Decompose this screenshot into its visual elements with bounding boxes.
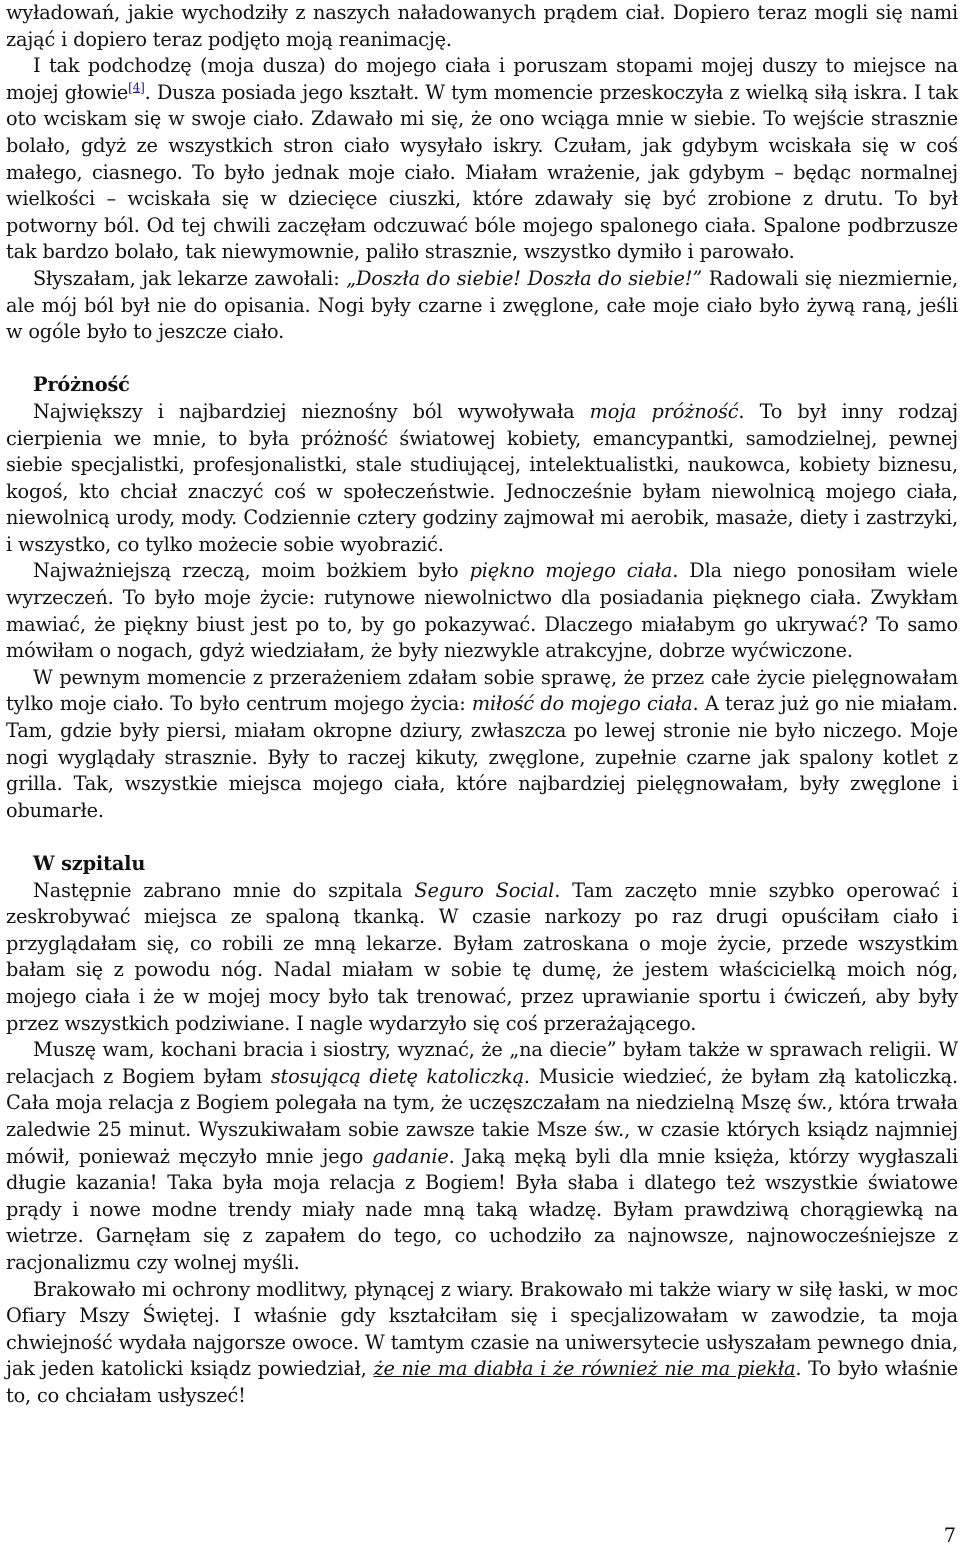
paragraph-text: Radowali się niezmiernie, ale mój ból był nie do opisania. Nogi były czarne i zwęglone, całe moje ciało było żywą raną, jeśli w ogóle było to jeszcze ciało.: [6, 266, 958, 344]
paragraph-text: . A teraz już go nie miałam. Tam, gdzie były piersi, miałam okropne dziury, zwłaszcza po lewej stronie nie było niczego. Moje nogi wyglądały strasznie. Były to raczej kikuty, zwęglone, zupełnie czarne jak spalony kotlet z grilla. Tak, wszystkie miejsca mojego ciała, które najbardziej pielęgnowałam, były zwęglone i obumarłe.: [6, 692, 959, 822]
section-heading: W szpitalu: [33, 852, 146, 875]
paragraph-text: Muszę wam, kochani bracia i siostry, wyznać, że „na diecie” byłam także w sprawach religii. W relacjach z Bogiem byłam: [6, 1038, 958, 1088]
paragraph-text: . Tam zaczęto mnie szybko operować i zeskrobywać miejsca ze spaloną tkanką. W czasie narkozy po raz drugi opuściłam ciało i przyglądałam się, co robili ze mną lekarze. Byłam zatroskana o moje życie, przede wszystkim bałam się z powodu nóg. Nadal miałam w sobie tę dumę, że jestem właścicielką moich nóg, mojego ciała i że w mojej mocy było tak trenować, przez uprawianie sportu i ćwiczeń, aby były przez wszystkich podziwiane. I nagle wydarzyło się coś przerażającego.: [6, 878, 958, 1035]
paragraph-text: Największy i najbardziej nieznośny ból wywoływała: [33, 399, 590, 423]
spacer: [6, 824, 958, 851]
page-number: 7: [943, 1524, 956, 1547]
emphasis: gadanie: [372, 1144, 449, 1168]
paragraph: [6, 558, 958, 664]
paragraph: [6, 399, 958, 559]
document-page: [6, 0, 958, 1409]
paragraph: [6, 878, 958, 1038]
emphasis: Seguro Social: [414, 878, 555, 902]
paragraph-text: Słyszałam, jak lekarze zawołali:: [33, 266, 347, 290]
paragraph: [6, 0, 958, 53]
emphasis: piękno mojego ciała: [469, 559, 673, 583]
paragraph-text: W pewnym momencie z przerażeniem zdałam sobie sprawę, że przez całe życie pielęgnowałam tylko moje ciało. To było centrum mojego życia:: [6, 665, 958, 716]
emphasis: moja próżność: [589, 399, 739, 423]
paragraph-text: Najważniejszą rzeczą, moim bożkiem było: [33, 559, 470, 583]
paragraph-text: . Jaką męką byli dla mnie księża, którzy wygłaszali długie kazania! Taka była moja relacja z Bogiem! Była słaba i dlatego też wszystkie światowe prądy i nowe modne trendy miały nade mną taką władzę. Byłam prawdziwą chorągiewką na wietrze. Garnęłam się z zapałem do tego, co uchodziło za najnowsze, najnowocześniejsze z racjonalizmu czy wolnej myśli.: [6, 1144, 958, 1274]
spacer: [6, 346, 958, 373]
paragraph: [6, 53, 958, 266]
paragraph-text: I tak podchodzę (moja dusza) do mojego ciała i poruszam stopami mojej duszy to miejsce na mojej głowie: [6, 54, 958, 104]
paragraph-text: . Dla niego ponosiłam wiele wyrzeczeń. To było moje życie: rutynowe niewolnictwo dla posiadania pięknego ciała. Zwykłam mawiać, że piękny biust jest po to, by go pokazywać. Dlaczego miałabym go ukrywać? To samo mówiłam o nogach, gdyż wiedziałam, że były niezwykle atrakcyjne, dobrze wyćwiczone.: [6, 559, 958, 663]
paragraph-text: wyładowań, jakie wychodziły z naszych naładowanych prądem ciał. Dopiero teraz mogli się nami zająć i dopiero teraz podjęto moją reanimację.: [6, 1, 958, 51]
paragraph-text: . To było właśnie to, co chciałam usłyszeć!: [6, 1357, 958, 1407]
paragraph: [6, 1277, 958, 1410]
paragraph-text: Brakowało mi ochrony modlitwy, płynącej z wiary. Brakowało mi także wiary w siłę łaski, w moc Ofiary Mszy Świętej. I właśnie gdy kształciłam się i specjalizowałam w zawodzie, ta moja chwiejność wydała najgorsze owoce. W tamtym czasie na uniwersytecie usłyszałam pewnego dnia, jak jeden katolicki ksiądz powiedział,: [6, 1277, 958, 1381]
paragraph: [6, 665, 958, 825]
underlined-emphasis: że nie ma diabła i że również nie ma piekła: [373, 1357, 796, 1381]
paragraph: [6, 266, 958, 346]
paragraph-text: . To był inny rodzaj cierpienia we mnie, to była próżność światowej kobiety, emancypantki, samodzielnej, pewnej siebie specjalistki, profesjonalistki, stale studiującej, intelektualistki, naukowca, kobiety biznesu, kogoś, kto chciał znaczyć coś w społeczeństwie. Jednocześnie byłam niewolnicą mojego ciała, niewolnicą urody, mody. Codziennie cztery godziny zajmował mi aerobik, masaże, diety i zastrzyki, i wszystko, co tylko możecie sobie wyobrazić.: [6, 399, 958, 556]
emphasis: stosującą dietę katoliczką: [270, 1064, 524, 1088]
paragraph-text: . Dusza posiada jego kształt. W tym momencie przeskoczyła z wielką siłą iskra. I tak oto wciskam się w swoje ciało. Zdawało mi się, że ono wciąga mnie w siebie. To wejście strasznie bolało, gdyż ze wszystkich stron ciało wysyłało iskry. Czułam, jak gdybym wciskała się w coś małego, ciasnego. To było jednak moje ciało. Miałam wrażenie, jak gdybym – będąc normalnej wielkości – wciskała się w dziecięce ciuszki, które zdawały się być zrobione z drutu. To był potworny ból. Od tej chwili zaczęłam odczuwać bóle mojego spalonego ciała. Spalone podbrzusze tak bardzo bolało, tak niewymownie, paliło strasznie, wszystko dymiło i parowało.: [6, 80, 958, 264]
footnote-link[interactable]: [4]: [128, 80, 145, 95]
paragraph: [6, 1037, 958, 1276]
paragraph-text: . Musicie wiedzieć, że byłam złą katoliczką. Cała moja relacja z Bogiem polegała na tym, że uczęszczałam na niedzielną Mszę św., która trwała zaledwie 25 minut. Wyszukiwałam sobie zawsze takie Msze św., w czasie których ksiądz najmniej mówił, ponieważ męczyło mnie jego: [6, 1064, 958, 1168]
quoted-speech: „Doszła do siebie! Doszła do siebie!”: [346, 266, 703, 290]
section-heading: Próżność: [33, 373, 130, 397]
paragraph-text: Następnie zabrano mnie do szpitala: [33, 878, 415, 902]
emphasis: miłość do mojego ciała: [471, 692, 693, 716]
